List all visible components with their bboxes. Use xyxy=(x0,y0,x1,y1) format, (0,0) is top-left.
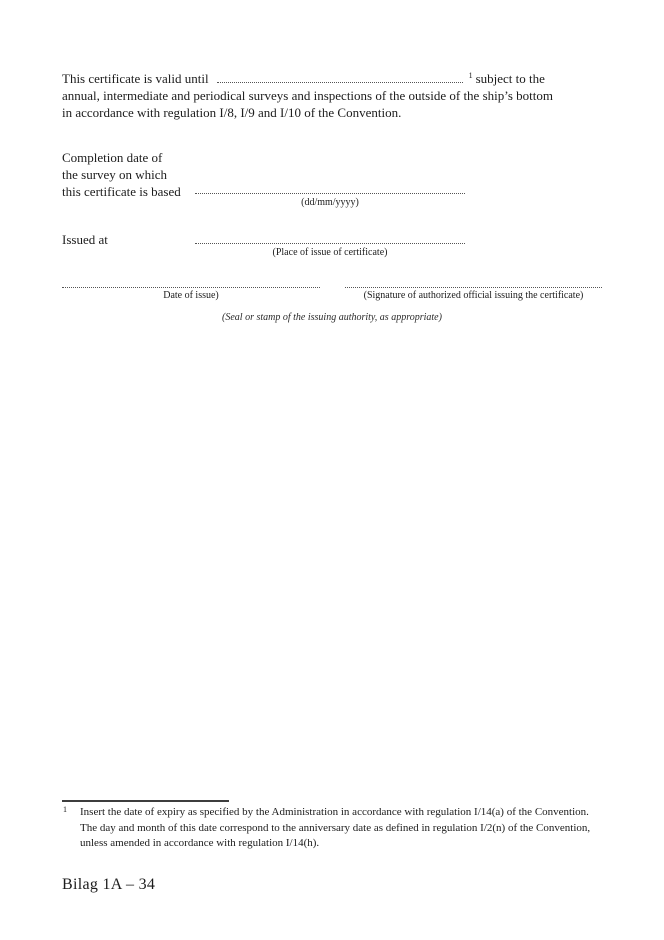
seal-stamp-note: (Seal or stamp of the issuing authority, as appropriate) xyxy=(222,312,442,323)
validity-text-suffix: subject to the xyxy=(475,71,545,86)
completion-date-blank-field xyxy=(195,193,465,194)
footnote-text xyxy=(80,805,620,852)
completion-date-label-line1: Completion date of xyxy=(62,150,163,165)
footnote-text-line3: unless amended in accordance with regulation I/14(h). xyxy=(80,837,320,849)
footnote-ref-marker: 1 xyxy=(468,70,473,80)
valid-until-blank-field xyxy=(217,70,463,83)
validity-line3: in accordance with regulation I/8, I/9 and I/10 of the Convention. xyxy=(62,105,402,120)
validity-text-prefix: This certificate is valid until xyxy=(62,71,209,86)
completion-date-label-line2: the survey on which xyxy=(62,167,168,182)
validity-line2: annual, intermediate and periodical surveys and inspections of the outside of the ship’s bottom xyxy=(62,88,553,103)
issued-at-blank-field xyxy=(195,243,465,244)
footnote-text-line1: Insert the date of expiry as specified by the Administration in accordance with regulation I/14(a) of the Convention. xyxy=(80,806,589,818)
validity-paragraph xyxy=(62,70,582,121)
page-footer-label: Bilag 1A – 34 xyxy=(62,876,156,893)
footnote-number: 1 xyxy=(63,805,67,814)
completion-date-label-line3: this certificate is based xyxy=(62,184,181,199)
completion-date-hint: (dd/mm/yyyy) xyxy=(301,197,359,208)
signature-blank-field xyxy=(345,287,602,288)
date-of-issue-blank-field xyxy=(62,287,320,288)
footnote-separator-rule xyxy=(62,800,229,802)
issued-at-label: Issued at xyxy=(62,232,108,247)
issued-at-hint: (Place of issue of certificate) xyxy=(272,247,388,258)
validity-line1 xyxy=(62,70,582,87)
footnote-text-line2: The day and month of this date correspond to the anniversary date as defined in regulation I/2(n) of the Convention, xyxy=(80,821,591,834)
date-of-issue-caption: Date of issue) xyxy=(163,290,219,301)
signature-caption: (Signature of authorized official issuing the certificate) xyxy=(363,290,584,301)
